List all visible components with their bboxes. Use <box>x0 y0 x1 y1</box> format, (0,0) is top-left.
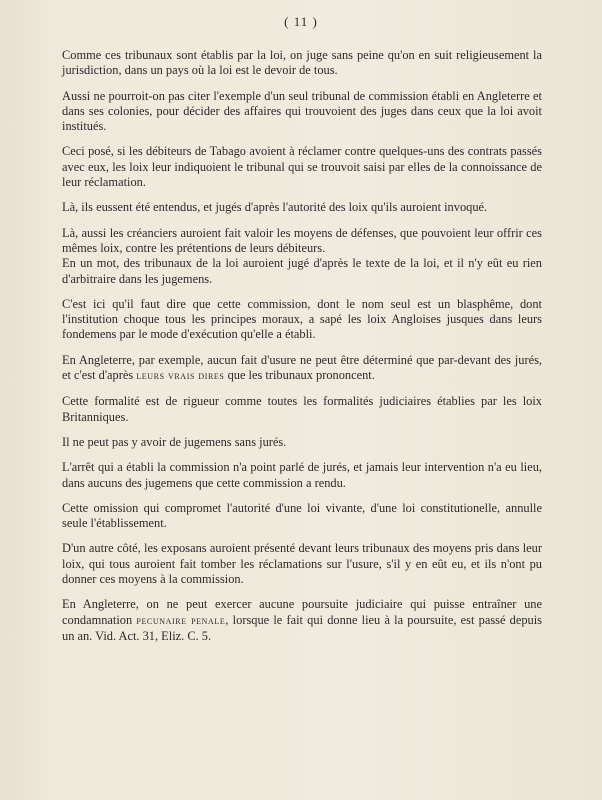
paragraph: Comme ces tribunaux sont établis par la loi, on juge sans peine qu'on en suit religieusement la jurisdiction, dans un pays où la loi est le devoir de tous. <box>62 48 542 78</box>
paragraph: Il ne peut pas y avoir de jugemens sans jurés. <box>62 434 287 449</box>
paragraph: Là, ils eussent été entendus, et jugés d'après l'autorité des loix qu'ils auroient invoqué. <box>62 200 488 215</box>
paragraph: Cette omission qui compromet l'autorité d'une loi vivante, d'une loi constitutionelle, annulle seule l'établissement. <box>62 500 542 531</box>
paragraph-text: , lorsque le fait qui donne lieu à la poursuite, est passé depuis un an. Vid. Act. 31, Eliz. C. 5. <box>62 612 543 643</box>
paragraph: D'un autre côté, les exposans auroient présenté devant leurs tribunaux des moyens pris dans leur loix, qui tous auroient fait tomber les réclamations sur l'usure, s'il y en eût eu, et ils n'ont pu donner ces moyens à la commission. <box>62 541 542 587</box>
small-caps-phrase: leurs vrais dires <box>136 370 225 383</box>
body-text <box>62 48 542 654</box>
paragraph: Cette formalité est de rigueur comme toutes les formalités judiciaires établies par les loix Britanniques. <box>62 394 542 424</box>
small-caps-phrase: pecunaire penale <box>136 614 226 627</box>
page-number: ( 11 ) <box>284 14 318 29</box>
paragraph-text: En Angleterre, par exemple, aucun fait d'usure ne peut être déterminé que par-devant des jurés, et c'est d'après <box>62 352 542 383</box>
paragraph-text: En Angleterre, on ne peut exercer aucune poursuite judiciaire qui puisse entraîner une condamnation <box>62 597 542 627</box>
paragraph: Aussi ne pourroit-on pas citer l'exemple d'un seul tribunal de commission établi en Angleterre et dans ses colonies, pour décider des affaires qui trouvoient des juges dans ceux que la loi avoit institués. <box>62 88 542 134</box>
paragraph <box>62 597 542 644</box>
paragraph: L'arrêt qui a établi la commission n'a point parlé de jurés, et jamais leur intervention n'a eu lieu, dans aucuns des jugemens que cette commission a rendu. <box>62 460 542 490</box>
paragraph: En un mot, des tribunaux de la loi auroient jugé d'après le texte de la loi, et il n'y eût eu rien d'arbitraire dans les jugemens. <box>62 256 542 286</box>
paragraph: Ceci posé, si les débiteurs de Tabago avoient à réclamer contre quelques-uns des contrats passés avec eux, les loix leur indiquoient le tribunal qui se trouvoit saisi par elles de la connoissance de leur réclamation. <box>62 144 542 190</box>
paragraph-text: que les tribunaux prononcent. <box>224 368 375 383</box>
paragraph <box>62 353 542 385</box>
paragraph: Là, aussi les créanciers auroient fait valoir les moyens de défenses, que pouvoient leur offrir ces mêmes loix, contre les prétentions de leurs débiteurs. <box>62 225 542 255</box>
paragraph: C'est ici qu'il faut dire que cette commission, dont le nom seul est un blasphême, dont l'institution choque tous les principes moraux, a sapé les loix Angloises jusques dans leurs fondemens par le mode d'exécution qu'elle a établi. <box>62 296 542 342</box>
